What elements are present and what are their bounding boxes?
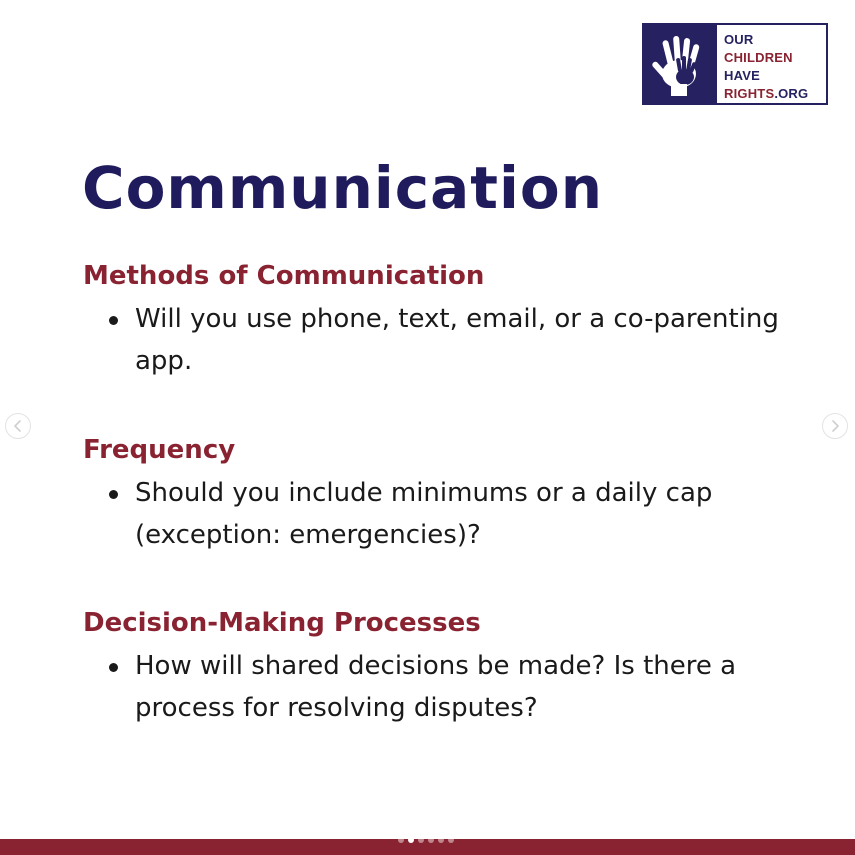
page-title: Communication <box>82 154 604 222</box>
section-frequency <box>83 432 783 556</box>
bullet-text: How will shared decisions be made? Is there a process for resolving disputes? <box>135 651 737 723</box>
hands-icon <box>644 25 717 103</box>
carousel-dots <box>398 837 454 843</box>
bullet-dot <box>109 663 118 672</box>
bullet-text: Will you use phone, text, email, or a co-parenting app. <box>135 304 779 376</box>
logo-text <box>717 25 826 103</box>
bullet-list <box>83 298 783 382</box>
list-item <box>83 472 783 556</box>
bullet-dot <box>109 490 118 499</box>
section-heading: Methods of Communication <box>83 261 485 291</box>
section-decision-making <box>83 605 783 729</box>
bullet-text: Should you include minimums or a daily cap (exception: emergencies)? <box>135 478 713 550</box>
section-heading: Frequency <box>83 435 236 465</box>
logo-line-have: HAVE <box>724 68 760 83</box>
carousel-dot[interactable] <box>418 837 424 843</box>
logo-line-our: OUR <box>724 32 754 47</box>
carousel-dot[interactable] <box>438 837 444 843</box>
section-heading: Decision-Making Processes <box>83 608 481 638</box>
chevron-left-icon <box>13 420 23 432</box>
carousel-dot[interactable] <box>408 837 414 843</box>
previous-slide-button[interactable] <box>5 413 31 439</box>
logo-line-rights <box>724 85 826 103</box>
carousel-dot[interactable] <box>398 837 404 843</box>
next-slide-button[interactable] <box>822 413 848 439</box>
chevron-right-icon <box>830 420 840 432</box>
bullet-dot <box>109 316 118 325</box>
logo-org-suffix: .ORG <box>774 86 809 101</box>
bullet-list <box>83 645 783 729</box>
list-item <box>83 645 783 729</box>
list-item <box>83 298 783 382</box>
logo <box>642 23 828 105</box>
bullet-list <box>83 472 783 556</box>
section-methods <box>83 258 783 382</box>
logo-line-children: CHILDREN <box>724 50 793 65</box>
carousel-dot[interactable] <box>448 837 454 843</box>
carousel-dot[interactable] <box>428 837 434 843</box>
logo-rights-word: RIGHTS <box>724 86 775 101</box>
